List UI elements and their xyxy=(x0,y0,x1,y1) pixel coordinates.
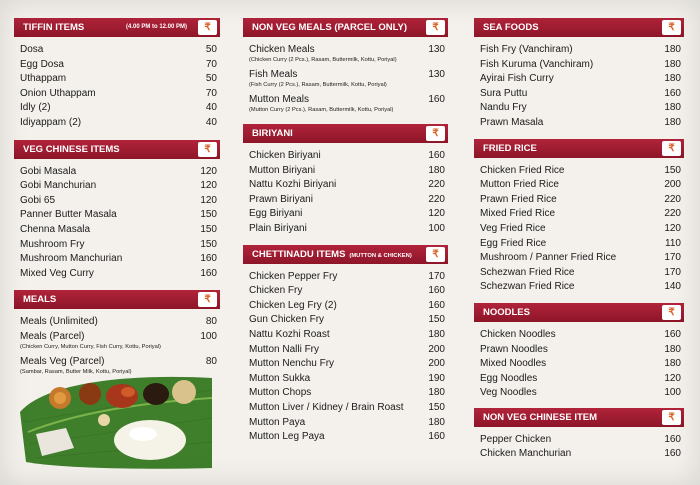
menu-item: Panner Butter Masala 150 xyxy=(20,209,217,221)
menu-item: Mutton Biriyani 180 xyxy=(249,164,445,176)
tiffin-list xyxy=(14,43,220,131)
menu-column-3 xyxy=(474,18,684,462)
menu-item: Mixed Fried Rice 220 xyxy=(480,208,681,220)
nonveg-meals-list xyxy=(243,43,448,118)
menu-item: Mutton Meals 160 xyxy=(249,94,445,105)
section-header-nonveg-meals xyxy=(243,18,448,37)
rupee-icon: ₹ xyxy=(426,247,445,262)
menu-item: Mutton Paya 180 xyxy=(249,416,445,428)
menu-item: Meals (Unlimited) 80 xyxy=(20,316,217,328)
section-header-chettinadu xyxy=(243,245,448,264)
side-dish xyxy=(172,380,196,404)
section-subtitle: (MUTTON & CHICKEN) xyxy=(349,252,412,259)
menu-item: Chicken Fry 160 xyxy=(249,285,445,297)
menu-item: Nattu Kozhi Roast 180 xyxy=(249,328,445,340)
menu-item: Ayirai Fish Curry 180 xyxy=(480,73,681,85)
menu-item: Mixed Veg Curry 160 xyxy=(20,267,217,279)
menu-item: Meals Veg (Parcel) 80 xyxy=(20,355,217,367)
menu-item: Mixed Noodles 180 xyxy=(480,358,681,370)
biriyani-list xyxy=(243,149,448,237)
menu-column-2 xyxy=(243,18,448,445)
menu-item: Dosa 50 xyxy=(20,44,217,55)
menu-column-1 xyxy=(14,18,220,380)
rupee-icon: ₹ xyxy=(662,20,681,35)
rupee-icon: ₹ xyxy=(662,141,681,156)
section-title: CHETTINADU ITEMS xyxy=(252,248,346,260)
menu-item: Mutton Nalli Fry 200 xyxy=(249,343,445,355)
rupee-icon: ₹ xyxy=(662,305,681,320)
menu-item: Gobi Masala 120 xyxy=(20,165,217,177)
menu-item: Idly (2) 40 xyxy=(20,102,217,114)
menu-item: Prawn Masala 180 xyxy=(480,116,681,128)
item-description: (Chicken Curry (2 Pcs.), Rasam, Buttermilk, Kottu, Poriyal) xyxy=(249,57,397,63)
rupee-icon: ₹ xyxy=(198,20,217,35)
menu-item: Idiyappam (2) 40 xyxy=(20,116,217,128)
menu-item: Mutton Leg Paya 160 xyxy=(249,431,445,443)
section-title: NOODLES xyxy=(483,306,530,318)
dark-curry xyxy=(143,383,169,405)
menu-item: Veg Fried Rice 120 xyxy=(480,222,681,234)
menu-item: Mutton Sukka 190 xyxy=(249,372,445,384)
menu-item: Chicken Meals 130 xyxy=(249,44,445,55)
meals-list xyxy=(14,315,220,380)
section-header-meals xyxy=(14,290,220,309)
sea-foods-list xyxy=(474,43,684,131)
rupee-icon: ₹ xyxy=(426,20,445,35)
menu-item: Gobi Manchurian 120 xyxy=(20,180,217,192)
menu-item: Schezwan Fried Rice 140 xyxy=(480,281,681,293)
section-title: TIFFIN ITEMS xyxy=(23,22,85,33)
menu-item: Mushroom Fry 150 xyxy=(20,238,217,250)
menu-item: Fish Fry (Vanchiram) 180 xyxy=(480,44,681,55)
menu-item: Chicken Fried Rice 150 xyxy=(480,164,681,176)
section-header-veg-chinese xyxy=(14,140,220,159)
fried-rice-list xyxy=(474,164,684,295)
chettinadu-list xyxy=(243,270,448,445)
item-description: (Fish Curry (2 Pcs.), Rasam, Buttermilk, Kottu, Poriyal) xyxy=(249,82,387,88)
menu-item: Egg Biriyani 120 xyxy=(249,208,445,220)
menu-item: Chicken Biriyani 160 xyxy=(249,150,445,161)
menu-item: Prawn Fried Rice 220 xyxy=(480,193,681,205)
section-header-noodles xyxy=(474,303,684,322)
rupee-icon: ₹ xyxy=(662,410,681,425)
menu-item: Prawn Noodles 180 xyxy=(480,343,681,355)
tiffin-hours: (4.00 PM to 12.00 PM) xyxy=(126,24,188,30)
menu-item: Gun Chicken Fry 150 xyxy=(249,314,445,326)
rupee-icon: ₹ xyxy=(198,292,217,307)
section-title: MEALS xyxy=(23,294,57,306)
menu-item: Egg Noodles 120 xyxy=(480,372,681,384)
section-header-fried-rice xyxy=(474,139,684,158)
menu-item: Mushroom / Panner Fried Rice 170 xyxy=(480,252,681,264)
rupee-icon: ₹ xyxy=(198,142,217,157)
menu-item: Mutton Chops 180 xyxy=(249,387,445,399)
menu-item: Fish Meals 130 xyxy=(249,69,445,80)
rupee-icon: ₹ xyxy=(426,126,445,141)
item-description: (Mutton Curry (2 Pcs.), Rasam, Buttermilk, Kottu, Poriyal) xyxy=(249,107,394,113)
item-description: (Chicken Curry, Mutton Curry, Fish Curry, Kottu, Poriyal) xyxy=(20,343,161,350)
noodles-list xyxy=(474,328,684,401)
section-title: NON VEG CHINESE ITEM xyxy=(483,411,598,423)
menu-item: Chicken Manchurian 160 xyxy=(480,448,681,460)
menu-item: Prawn Biriyani 220 xyxy=(249,193,445,205)
section-header-nonveg-chinese xyxy=(474,408,684,427)
menu-item: Fish Kuruma (Vanchiram) 180 xyxy=(480,58,681,70)
section-header-biriyani xyxy=(243,124,448,143)
veg-chinese-list xyxy=(14,165,220,282)
menu-item: Chicken Leg Fry (2) 160 xyxy=(249,299,445,311)
menu-item: Mutton Liver / Kidney / Brain Roast 150 xyxy=(249,401,445,413)
menu-item: Nandu Fry 180 xyxy=(480,102,681,114)
section-title: VEG CHINESE ITEMS xyxy=(23,143,120,155)
menu-item: Gobi 65 120 xyxy=(20,194,217,206)
fish-fry xyxy=(106,384,138,408)
menu-item: Uthappam 50 xyxy=(20,73,217,85)
menu-item: Schezwan Fried Rice 170 xyxy=(480,266,681,278)
menu-item: Mushroom Manchurian 160 xyxy=(20,253,217,265)
menu-item: Mutton Nenchu Fry 200 xyxy=(249,358,445,370)
menu-item: Plain Biriyani 100 xyxy=(249,222,445,234)
menu-item: Chicken Noodles 160 xyxy=(480,328,681,340)
section-header-sea-foods xyxy=(474,18,684,37)
menu-item: Chicken Pepper Fry 170 xyxy=(249,270,445,282)
menu-item: Onion Uthappam 70 xyxy=(20,87,217,99)
menu-item: Egg Dosa 70 xyxy=(20,58,217,70)
menu-item: Egg Fried Rice 110 xyxy=(480,237,681,249)
nonveg-chinese-list xyxy=(474,433,684,462)
menu-item: Sura Puttu 160 xyxy=(480,87,681,99)
section-title: NON VEG MEALS (PARCEL ONLY) xyxy=(252,22,408,33)
menu-item: Meals (Parcel) 100 xyxy=(20,330,217,342)
menu-item: Pepper Chicken 160 xyxy=(480,433,681,445)
menu-item: Nattu Kozhi Biriyani 220 xyxy=(249,179,445,191)
section-header-tiffin xyxy=(14,18,220,37)
section-title: SEA FOODS xyxy=(483,22,539,33)
item-description: (Sambar, Rasam, Butter Milk, Kottu, Poriyal) xyxy=(20,368,132,375)
menu-item: Chenna Masala 150 xyxy=(20,223,217,235)
section-title: FRIED RICE xyxy=(483,142,537,154)
section-title: BIRIYANI xyxy=(252,128,293,139)
thali-meal-image xyxy=(18,372,214,472)
menu-item: Veg Noodles 100 xyxy=(480,387,681,399)
menu-item: Mutton Fried Rice 200 xyxy=(480,179,681,191)
curry-bowl xyxy=(79,383,101,405)
